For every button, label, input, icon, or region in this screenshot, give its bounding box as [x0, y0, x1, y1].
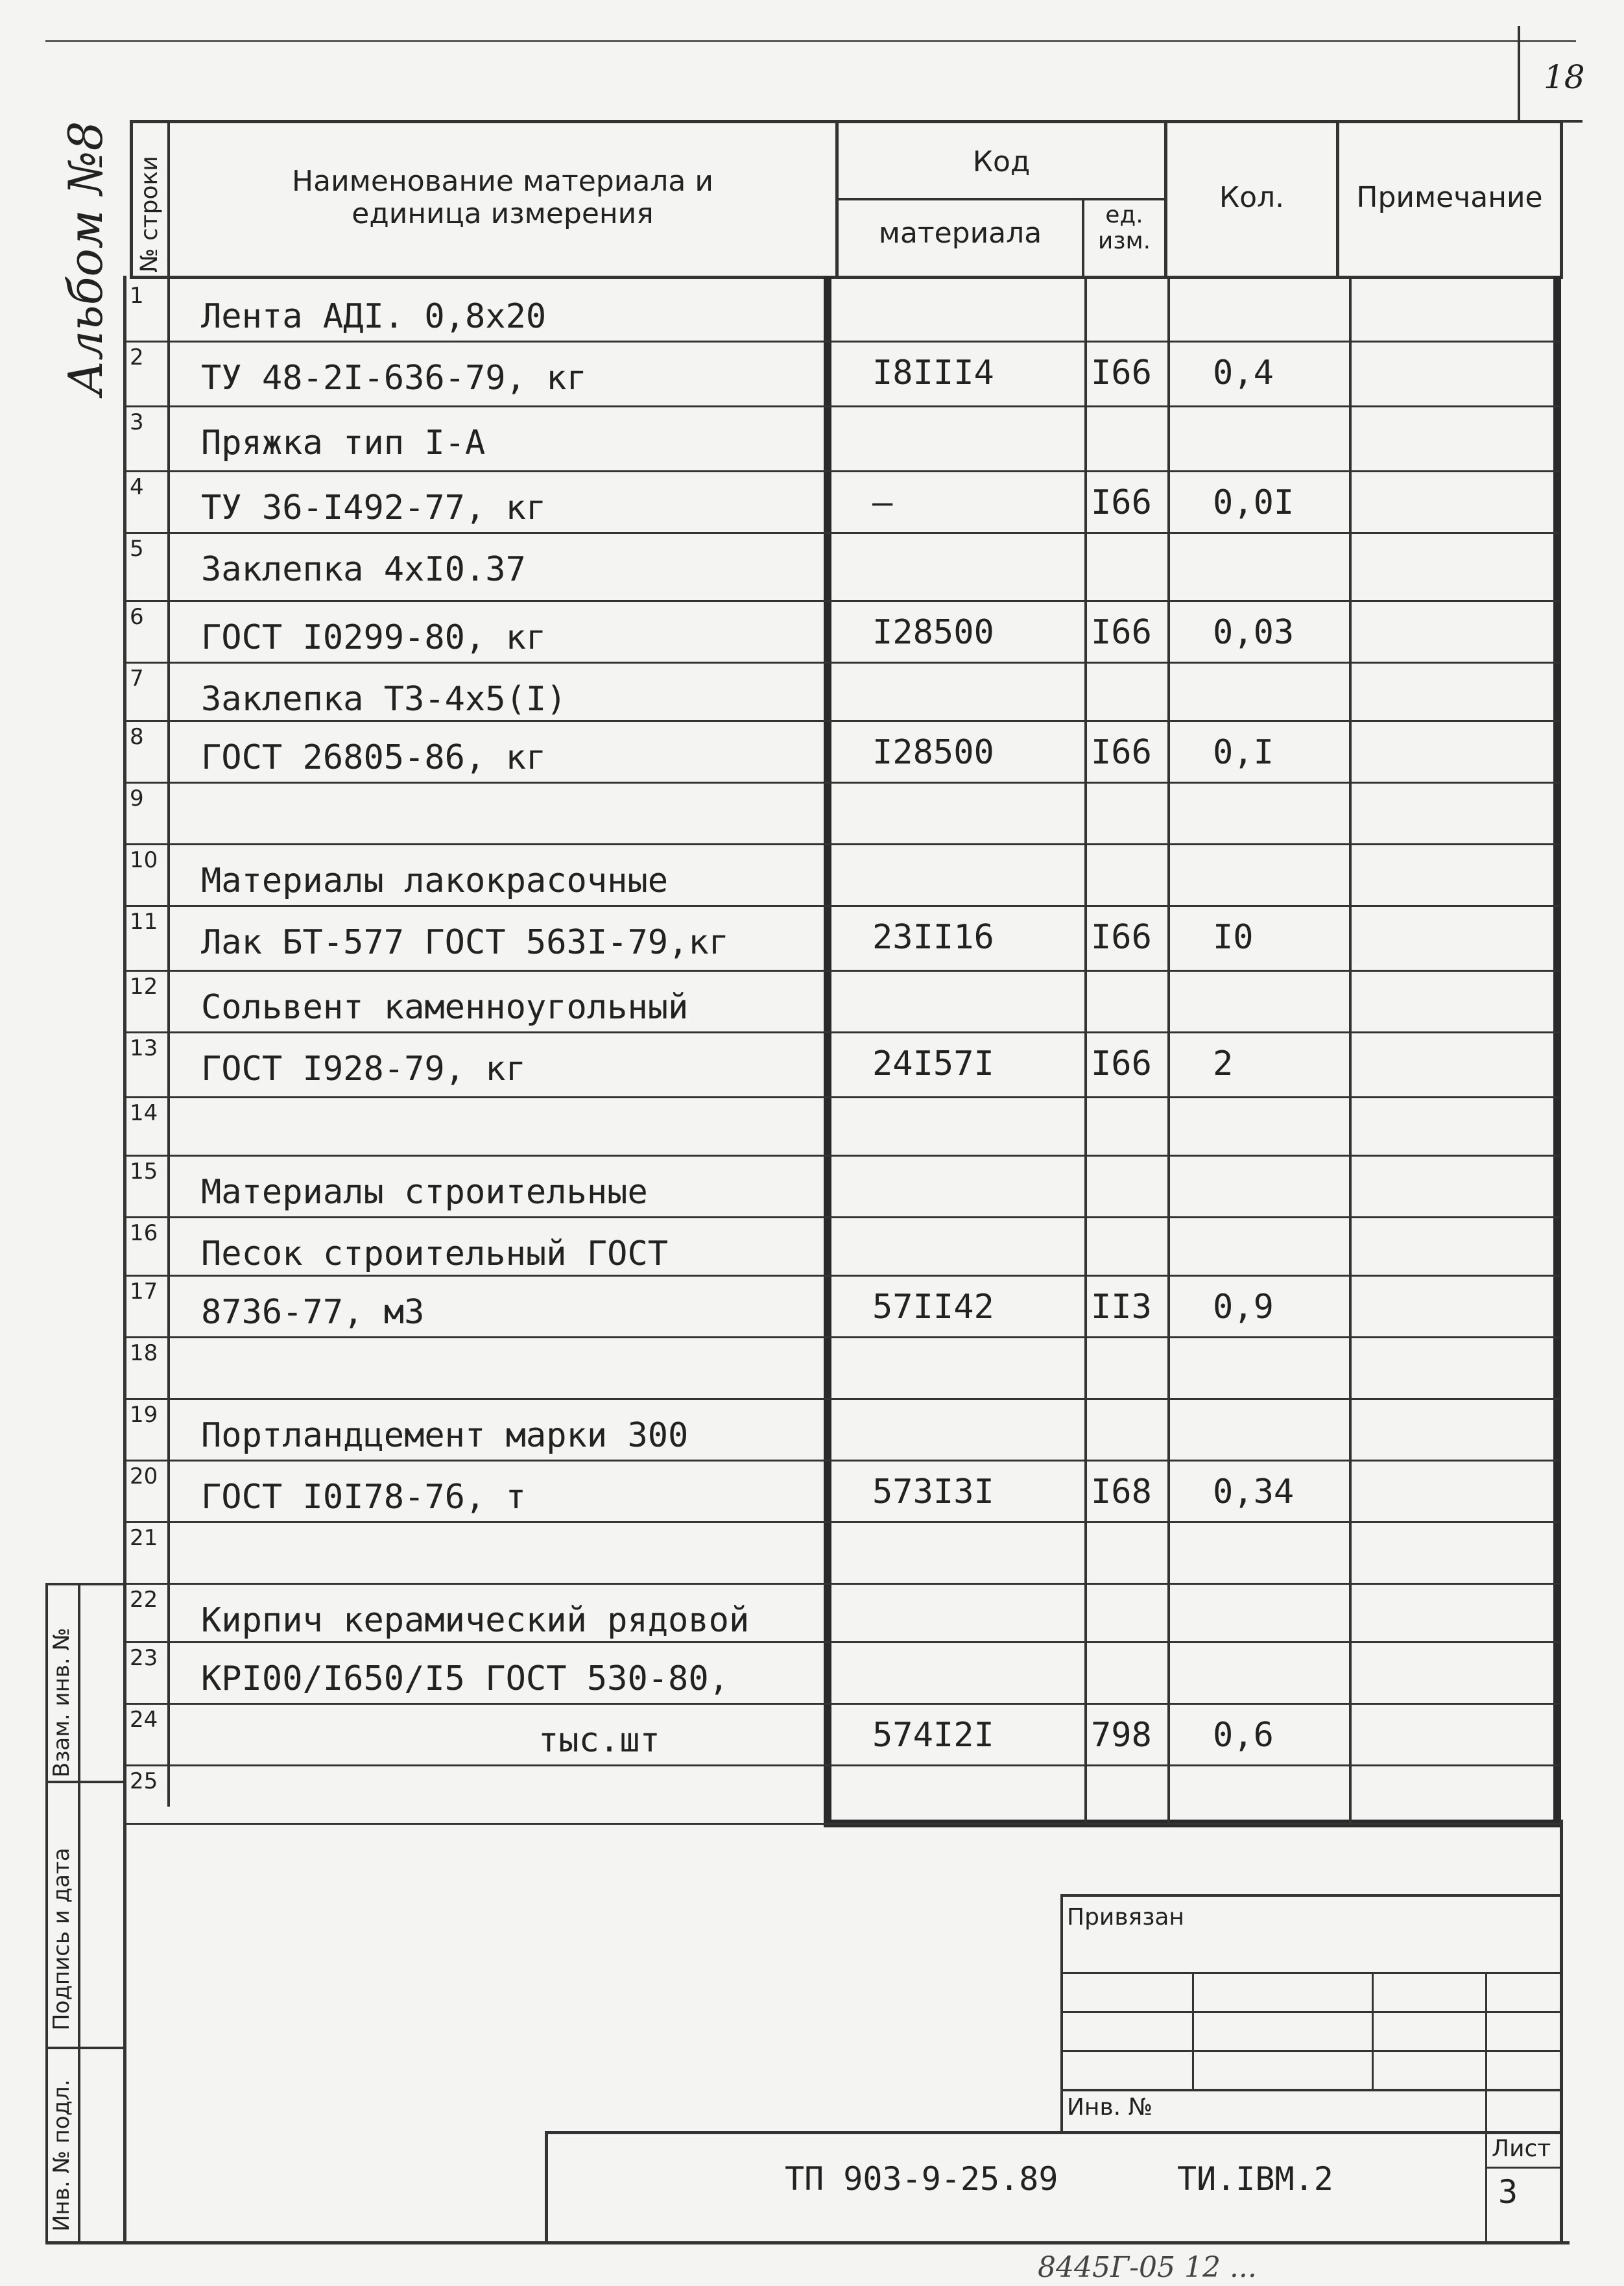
row-divider — [123, 341, 1560, 343]
row-number: 17 — [130, 1279, 158, 1305]
row-material-name: Сольвент каменноугольный — [201, 988, 689, 1027]
col-unit-line1: ед. — [1105, 202, 1143, 228]
row-divider — [123, 1096, 1560, 1098]
row-divider — [123, 1155, 1560, 1157]
col-unit-line2: изм. — [1097, 228, 1151, 254]
row-material-name: Пряжка тип I-А — [201, 424, 486, 463]
row-number: 2 — [130, 344, 144, 370]
row-quantity: I0 — [1213, 918, 1254, 957]
col-code-material-header: материала — [878, 217, 1042, 250]
row-divider — [123, 1216, 1560, 1218]
row-material-name: Песок строительный ГОСТ — [201, 1234, 669, 1273]
row-number: 16 — [130, 1220, 158, 1246]
row-material-name: Кирпич керамический рядовой — [201, 1601, 750, 1640]
row-divider — [123, 1275, 1560, 1277]
row-divider — [123, 470, 1560, 472]
row-number: 1 — [130, 283, 144, 309]
inv-podl-label: Инв. № подл. — [49, 2079, 75, 2232]
row-material-code: – — [872, 483, 893, 522]
row-unit-code: II3 — [1091, 1288, 1152, 1327]
row-number: 23 — [130, 1645, 158, 1671]
row-divider — [123, 1641, 1560, 1643]
row-material-code: I8III4 — [872, 354, 994, 392]
row-quantity: 0,6 — [1213, 1716, 1274, 1755]
row-divider — [123, 662, 1560, 664]
row-divider — [123, 1521, 1560, 1523]
row-number: 5 — [130, 536, 144, 562]
row-material-code: I28500 — [872, 733, 994, 772]
row-number: 14 — [130, 1100, 158, 1126]
row-divider — [123, 600, 1560, 602]
row-material-name: Заклепка ТЗ-4x5(I) — [201, 680, 567, 719]
row-unit-code: I66 — [1091, 733, 1152, 772]
col-qty-header: Кол. — [1219, 181, 1285, 214]
album-label: Альбом №8 — [58, 121, 113, 396]
row-material-name: ГОСТ I0299-80, кг — [201, 618, 547, 657]
row-material-name: ГОСТ I0I78-76, т — [201, 1478, 526, 1517]
row-divider — [123, 843, 1560, 845]
row-unit-code: I66 — [1091, 354, 1152, 392]
row-material-code: 573I3I — [872, 1473, 994, 1511]
row-quantity: 0,34 — [1213, 1473, 1295, 1511]
row-quantity: 0,4 — [1213, 354, 1274, 392]
row-divider — [123, 532, 1560, 534]
row-number: 11 — [130, 909, 158, 935]
row-number: 22 — [130, 1587, 158, 1613]
row-divider — [123, 405, 1560, 407]
row-number: 9 — [130, 786, 144, 812]
row-divider — [123, 720, 1560, 722]
doc-code: ТП 903-9-25.89 — [785, 2160, 1058, 2198]
row-number: 15 — [130, 1159, 158, 1185]
row-quantity: 0,9 — [1213, 1288, 1274, 1327]
page-number: 18 — [1544, 58, 1585, 96]
row-material-code: 24I57I — [872, 1044, 994, 1083]
row-number: 18 — [130, 1340, 158, 1366]
row-material-name: Материалы лакокрасочные — [201, 861, 669, 900]
row-number: 13 — [130, 1035, 158, 1061]
row-number: 4 — [130, 474, 144, 500]
row-material-name: тыс.шт — [538, 1721, 660, 1760]
row-divider — [123, 1398, 1560, 1400]
doc-code-2: ТИ.IВМ.2 — [1177, 2160, 1333, 2198]
podpis-data-label: Подпись и дата — [49, 1847, 75, 2030]
row-unit-code: I68 — [1091, 1473, 1152, 1511]
row-material-name: Лак БТ-577 ГОСТ 563I-79,кг — [201, 923, 729, 962]
bound-label: Привязан — [1067, 1904, 1184, 1931]
row-number: 19 — [130, 1402, 158, 1428]
row-number: 20 — [130, 1463, 158, 1489]
row-divider — [123, 1583, 1560, 1585]
row-number: 12 — [130, 974, 158, 1000]
row-number: 24 — [130, 1707, 158, 1733]
row-unit-code: 798 — [1091, 1716, 1152, 1755]
row-quantity: 0,I — [1213, 733, 1274, 772]
sheet-label: Лист — [1492, 2136, 1551, 2162]
row-number: 25 — [130, 1768, 158, 1794]
row-divider — [123, 1703, 1560, 1705]
row-material-name: КРI00/I650/I5 ГОСТ 530-80, — [201, 1659, 729, 1698]
row-unit-code: I66 — [1091, 918, 1152, 957]
row-divider — [123, 782, 1560, 784]
row-material-code: 574I2I — [872, 1716, 994, 1755]
col-name-line1: Наименование материала и — [292, 165, 713, 198]
vzam-inv-label: Взам. инв. № — [49, 1628, 75, 1777]
row-material-name: Материалы строительные — [201, 1173, 648, 1212]
row-quantity: 0,0I — [1213, 483, 1295, 522]
row-quantity: 0,03 — [1213, 613, 1295, 652]
row-material-name: Портландцемент марки 300 — [201, 1416, 689, 1455]
row-divider — [123, 1031, 1560, 1033]
col-code-header: Код — [972, 145, 1031, 178]
row-number: 6 — [130, 604, 144, 630]
row-material-code: 57II42 — [872, 1288, 994, 1327]
row-number: 7 — [130, 666, 144, 692]
row-number: 3 — [130, 409, 144, 435]
row-divider — [123, 1336, 1560, 1338]
col-note-header: Примечание — [1356, 181, 1543, 214]
row-material-code: 23II16 — [872, 918, 994, 957]
col-name-line2: единица измерения — [352, 197, 654, 230]
row-unit-code: I66 — [1091, 1044, 1152, 1083]
row-divider — [123, 1823, 1560, 1825]
col-row-no-header: № строки — [136, 156, 163, 272]
row-material-name: ГОСТ I928-79, кг — [201, 1050, 526, 1089]
row-number: 8 — [130, 724, 144, 750]
col-name-header — [170, 165, 835, 230]
row-material-name: ГОСТ 26805-86, кг — [201, 738, 547, 777]
row-divider — [123, 905, 1560, 907]
col-code-unit-header — [1084, 202, 1164, 254]
row-quantity: 2 — [1213, 1044, 1234, 1083]
row-material-name: 8736-77, м3 — [201, 1293, 425, 1332]
inv-no-label: Инв. № — [1067, 2094, 1153, 2121]
row-divider — [123, 1764, 1560, 1766]
row-material-name: ТУ 36-I492-77, кг — [201, 488, 547, 527]
row-material-code: I28500 — [872, 613, 994, 652]
row-material-name: Заклепка 4xI0.37 — [201, 550, 526, 589]
row-divider — [123, 970, 1560, 972]
row-number: 10 — [130, 847, 158, 873]
row-number: 21 — [130, 1525, 158, 1551]
sheet-number: 3 — [1498, 2173, 1518, 2211]
row-material-name: ТУ 48-2I-636-79, кг — [201, 359, 587, 398]
bottom-handwritten: 8445Г-05 12 ... — [1038, 2251, 1257, 2284]
row-unit-code: I66 — [1091, 483, 1152, 522]
row-divider — [123, 1460, 1560, 1462]
row-material-name: Лента АДI. 0,8x20 — [201, 297, 547, 336]
row-unit-code: I66 — [1091, 613, 1152, 652]
